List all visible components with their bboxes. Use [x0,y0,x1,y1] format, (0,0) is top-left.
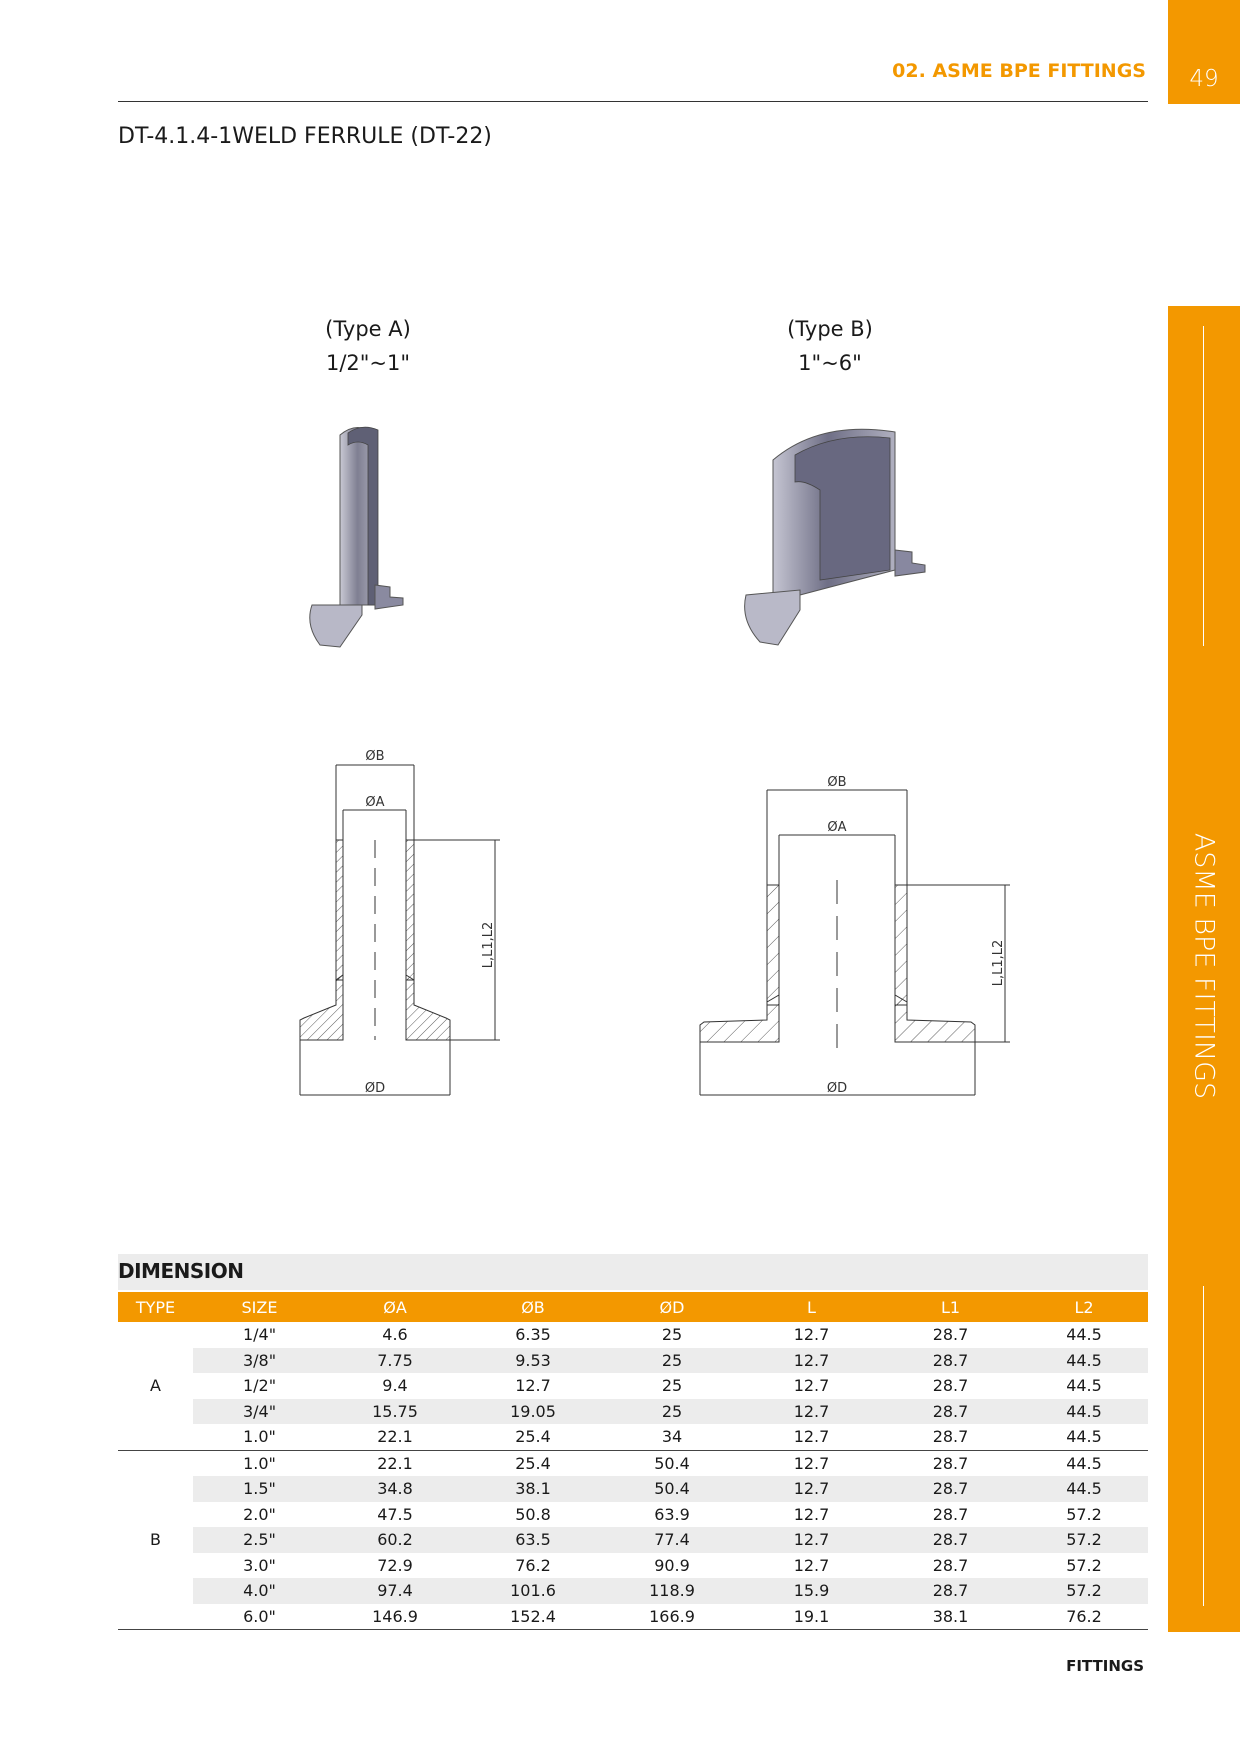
table-cell: 7.75 [326,1348,464,1374]
table-cell: 1/4" [242,1325,277,1345]
table-cell: 57.2 [1020,1578,1148,1604]
table-cell: 28.7 [881,1527,1020,1553]
table-row [118,1322,1148,1348]
table-row [118,1450,1148,1476]
table-row [118,1373,1148,1399]
table-row [118,1604,1148,1630]
table-cell: 28.7 [932,1376,969,1396]
table-row [118,1578,1148,1604]
table-cell: 22.1 [326,1424,464,1450]
table-cell: 25 [602,1348,742,1374]
type-b-label [730,312,930,380]
table-cell: 50.4 [602,1476,742,1502]
table-cell: 6.0" [193,1604,326,1630]
table-cell: 2.0" [243,1504,276,1524]
side-tab [1168,306,1240,1632]
table-cell: 76.2 [515,1555,551,1575]
table-cell: 28.7 [881,1476,1020,1502]
header-od: ØD [602,1292,742,1322]
type-a-dim-l: L,L1,L2 [481,921,496,969]
table-cell: 1/2" [242,1376,277,1396]
type-b-dim-l: L,L1,L2 [991,939,1006,987]
dimension-band [118,1254,1148,1290]
type-a-render [300,415,440,655]
table-row [118,1527,1148,1553]
type-b-name: (Type B) [787,317,873,341]
table-cell: 6.35 [515,1325,551,1345]
table-cell: 25 [661,1376,683,1396]
table-cell: 28.7 [932,1453,969,1473]
footer-label: FITTINGS [1066,1657,1144,1675]
table-cell: 12.7 [793,1555,830,1575]
table-cell: 4.0" [193,1578,326,1604]
type-b-drawing [690,770,1020,1110]
table-cell: 1.5" [193,1476,326,1502]
table-cell: 2.5" [193,1527,326,1553]
type-a-dim-b: ØB [365,749,385,764]
table-cell: 12.7 [793,1325,830,1345]
table-cell: 44.5 [1020,1476,1148,1502]
type-b-dim-a: ØA [827,820,847,835]
type-b-dim-b: ØB [827,775,847,790]
type-a-label [268,312,468,380]
table-cell: 50.8 [515,1504,551,1524]
table-cell: 3/8" [193,1348,326,1374]
table-cell: 25.4 [515,1453,551,1473]
table-cell: 76.2 [1020,1604,1148,1630]
table-row [118,1502,1148,1528]
table-row [118,1553,1148,1579]
table-cell: 97.4 [326,1578,464,1604]
table-cell: 44.5 [1020,1348,1148,1374]
table-cell: 28.7 [932,1555,969,1575]
table-row [118,1424,1148,1450]
table-cell: 12.7 [742,1348,881,1374]
table-cell: 28.7 [881,1578,1020,1604]
table-cell: 60.2 [326,1527,464,1553]
table-header-row [118,1292,1148,1322]
table-cell: 57.2 [1020,1527,1148,1553]
table-cell: 63.5 [464,1527,602,1553]
table-cell: 3.0" [243,1555,276,1575]
table-cell: 12.7 [742,1399,881,1425]
header-ob: ØB [464,1292,602,1322]
header-l2: L2 [1020,1292,1148,1322]
table-cell: 118.9 [602,1578,742,1604]
table-cell: 34 [602,1424,742,1450]
table-cell: 12.7 [742,1476,881,1502]
table-cell: 25.4 [464,1424,602,1450]
table-cell: 19.1 [742,1604,881,1630]
table-cell: 50.4 [654,1453,690,1473]
table-cell: 15.9 [742,1578,881,1604]
table-cell: 77.4 [602,1527,742,1553]
table-cell: 146.9 [326,1604,464,1630]
header-rule [118,101,1148,102]
table-row [118,1399,1148,1425]
table-cell: 57.2 [1066,1504,1102,1524]
table-cell: 28.7 [881,1424,1020,1450]
table-cell: 22.1 [377,1453,413,1473]
section-title: 02. ASME BPE FITTINGS [892,60,1146,82]
table-cell: 44.5 [1066,1325,1102,1345]
table-cell: 90.9 [654,1555,690,1575]
type-a-range: 1/2"~1" [325,351,411,375]
type-b-render [740,420,930,655]
table-cell: 12.7 [742,1424,881,1450]
side-divider-bottom [1203,1286,1204,1606]
type-a-dim-a: ØA [365,795,385,810]
header-size: SIZE [193,1292,326,1322]
table-cell: 152.4 [464,1604,602,1630]
table-cell: 44.5 [1020,1399,1148,1425]
table-cell: 28.7 [932,1325,969,1345]
table-cell: 28.7 [932,1504,969,1524]
table-cell: 44.5 [1066,1453,1102,1473]
table-cell: 34.8 [326,1476,464,1502]
type-a-dim-d: ØD [364,1081,386,1096]
type-cell: B [118,1450,193,1630]
table-cell: 38.1 [881,1604,1020,1630]
document-title: DT-4.1.4-1WELD FERRULE (DT-22) [118,124,492,149]
table-cell: 1.0" [193,1424,326,1450]
type-b-dim-d: ØD [826,1081,848,1096]
side-divider-top [1203,326,1204,646]
table-cell: 25 [661,1325,683,1345]
type-a-name: (Type A) [325,317,411,341]
table-cell: 38.1 [464,1476,602,1502]
table-cell: 9.53 [464,1348,602,1374]
dimension-title: DIMENSION [118,1259,244,1283]
table-cell: 57.2 [1066,1555,1102,1575]
table-cell: 12.7 [793,1453,830,1473]
table-cell: 19.05 [464,1399,602,1425]
header-type: TYPE [118,1292,193,1322]
table-cell: 9.4 [382,1376,408,1396]
table-cell: 1.0" [243,1453,276,1473]
table-cell: 63.9 [654,1504,690,1524]
type-cell: A [118,1322,193,1450]
table-cell: 12.7 [793,1376,830,1396]
side-tab-label: ASME BPE FITTINGS [1188,832,1220,1100]
table-cell: 25 [602,1399,742,1425]
table-cell: 47.5 [377,1504,413,1524]
table-cell: 28.7 [881,1399,1020,1425]
table-cell: 12.7 [515,1376,551,1396]
table-row [118,1348,1148,1374]
type-b-range: 1"~6" [798,351,862,375]
table-cell: 72.9 [377,1555,413,1575]
table-cell: 44.5 [1066,1376,1102,1396]
header-oa: ØA [326,1292,464,1322]
header-l: L [742,1292,881,1322]
table-cell: 3/4" [193,1399,326,1425]
page-number: 49 [1189,66,1219,92]
table-cell: 15.75 [326,1399,464,1425]
table-cell: 166.9 [602,1604,742,1630]
dimension-table [118,1292,1148,1630]
table-cell: 12.7 [793,1504,830,1524]
table-cell: 4.6 [382,1325,408,1345]
table-cell: 12.7 [742,1527,881,1553]
table-cell: 44.5 [1020,1424,1148,1450]
table-cell: 101.6 [464,1578,602,1604]
table-row [118,1476,1148,1502]
header-l1: L1 [881,1292,1020,1322]
table-cell: 28.7 [881,1348,1020,1374]
type-a-drawing [290,740,520,1110]
